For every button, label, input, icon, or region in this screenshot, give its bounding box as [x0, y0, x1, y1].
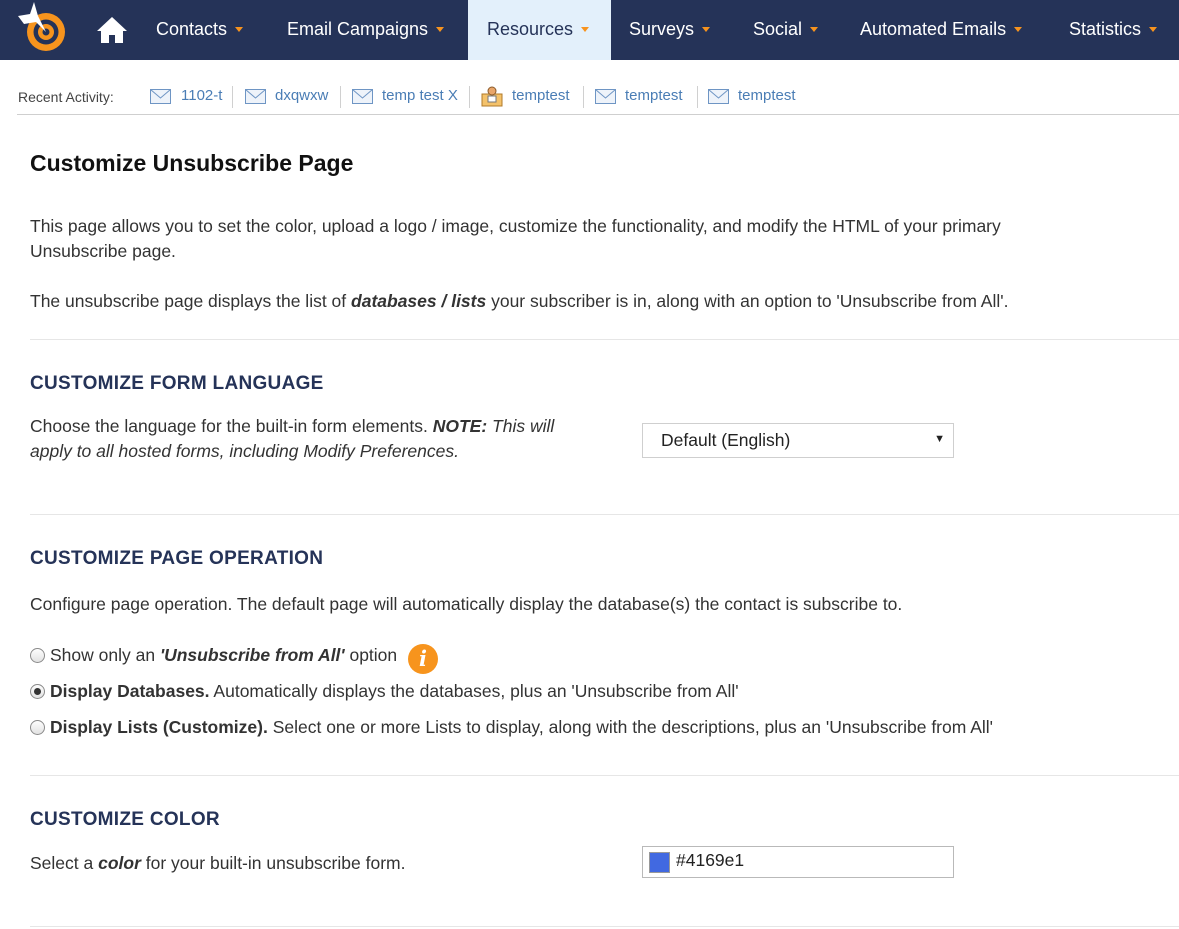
- chevron-down-icon: [1014, 27, 1022, 32]
- info-icon[interactable]: i: [408, 644, 438, 674]
- radio-button-checked[interactable]: [30, 684, 45, 699]
- envelope-icon: [708, 89, 729, 104]
- option-label-bold: Display Databases.: [50, 681, 210, 701]
- language-description: [30, 414, 590, 464]
- separator: [469, 86, 470, 108]
- language-description-text: Choose the language for the built-in form elements.: [30, 416, 433, 436]
- nav-automated-emails-label: Automated Emails: [860, 19, 1007, 39]
- envelope-icon: [150, 89, 171, 104]
- divider: [30, 775, 1179, 776]
- page-title: Customize Unsubscribe Page: [30, 150, 354, 176]
- section-heading-operation: CUSTOMIZE PAGE OPERATION: [30, 548, 324, 569]
- nav-email-campaigns-label: Email Campaigns: [287, 19, 429, 39]
- nav-statistics-label: Statistics: [1069, 19, 1142, 39]
- chevron-down-icon: [436, 27, 444, 32]
- nav-contacts[interactable]: [156, 0, 243, 60]
- option-label-text: Select one or more Lists to display, along with the descriptions, plus an 'Unsubscribe from All': [267, 717, 994, 737]
- nav-statistics[interactable]: [1069, 0, 1157, 60]
- radio-button[interactable]: [30, 720, 45, 735]
- color-value: #4169e1: [676, 850, 745, 870]
- envelope-icon: [595, 89, 616, 104]
- separator: [340, 86, 341, 108]
- envelope-icon: [352, 89, 373, 104]
- nav-surveys[interactable]: [629, 0, 710, 60]
- recent-item-label: temp test X: [382, 87, 458, 104]
- operation-description: Configure page operation. The default page will automatically display the database(s) the contact is subscribe to.: [30, 594, 903, 614]
- recent-item-label: 1102-t: [181, 87, 223, 104]
- separator: [697, 86, 698, 108]
- language-select-value: Default (English): [661, 430, 791, 450]
- option-label-bold: Display Lists (Customize).: [50, 717, 268, 737]
- divider: [30, 514, 1179, 515]
- recent-item-label: temptest: [625, 87, 683, 104]
- separator: [232, 86, 233, 108]
- chevron-down-icon: [581, 27, 589, 32]
- intro-lists-emphasis: databases / lists: [351, 291, 487, 311]
- recent-activity-bar: [0, 60, 1179, 116]
- nav-resources[interactable]: [468, 0, 611, 60]
- home-icon[interactable]: [96, 16, 128, 44]
- option-label: [50, 681, 739, 702]
- option-label-post: option: [344, 645, 398, 665]
- recent-item-label: dxqwxw: [275, 87, 329, 104]
- chevron-down-icon: [1149, 27, 1157, 32]
- nav-email-campaigns[interactable]: [287, 0, 444, 60]
- language-select[interactable]: [642, 423, 954, 458]
- option-label-text: Automatically displays the databases, plus an 'Unsubscribe from All': [209, 681, 739, 701]
- option-label-pre: Show only an: [50, 645, 160, 665]
- chevron-down-icon: [235, 27, 243, 32]
- nav-automated-emails[interactable]: [860, 0, 1022, 60]
- nav-social[interactable]: [753, 0, 818, 60]
- nav-resources-label: Resources: [487, 19, 574, 39]
- divider: [30, 926, 1179, 927]
- radio-button[interactable]: [30, 648, 45, 663]
- intro-lists-text-pre: The unsubscribe page displays the list of: [30, 291, 352, 311]
- divider: [17, 114, 1179, 115]
- language-note-label: NOTE:: [432, 416, 488, 436]
- option-label: [50, 645, 397, 666]
- chevron-down-icon: [810, 27, 818, 32]
- divider: [30, 339, 1179, 340]
- color-picker-input[interactable]: [642, 846, 954, 878]
- recent-item-label: temptest: [512, 87, 570, 104]
- intro-lists-text-post: your subscriber is in, along with an option to 'Unsubscribe from All'.: [486, 291, 1009, 311]
- color-swatch[interactable]: [649, 852, 670, 873]
- intro-text: This page allows you to set the color, upload a logo / image, customize the functionality, and modify the HTML of your primary Unsubscribe page.: [30, 216, 1001, 261]
- envelope-icon: [245, 89, 266, 104]
- nav-contacts-label: Contacts: [156, 19, 228, 39]
- separator: [583, 86, 584, 108]
- option-label-emphasis: 'Unsubscribe from All': [159, 645, 345, 665]
- color-description-post: for your built-in unsubscribe form.: [140, 853, 406, 873]
- logo-target-icon[interactable]: [14, 2, 70, 56]
- option-label: [50, 717, 993, 738]
- recent-activity-label: Recent Activity:: [18, 89, 114, 105]
- color-description-emphasis: color: [98, 853, 141, 873]
- nav-social-label: Social: [753, 19, 803, 39]
- language-note-text: This will apply to all hosted forms, including Modify Preferences.: [30, 416, 555, 461]
- nav-surveys-label: Surveys: [629, 19, 695, 39]
- section-heading-color: CUSTOMIZE COLOR: [30, 809, 220, 830]
- recent-item-label: temptest: [738, 87, 796, 104]
- chevron-down-icon: [702, 27, 710, 32]
- section-heading-language: CUSTOMIZE FORM LANGUAGE: [30, 373, 324, 394]
- color-description-pre: Select a: [30, 853, 99, 873]
- chevron-down-icon: ▼: [934, 433, 945, 445]
- intro-lists-text: [30, 289, 1170, 314]
- top-navigation-bar: [0, 0, 1179, 60]
- color-description: [30, 851, 590, 876]
- autoresponder-icon: [481, 86, 503, 107]
